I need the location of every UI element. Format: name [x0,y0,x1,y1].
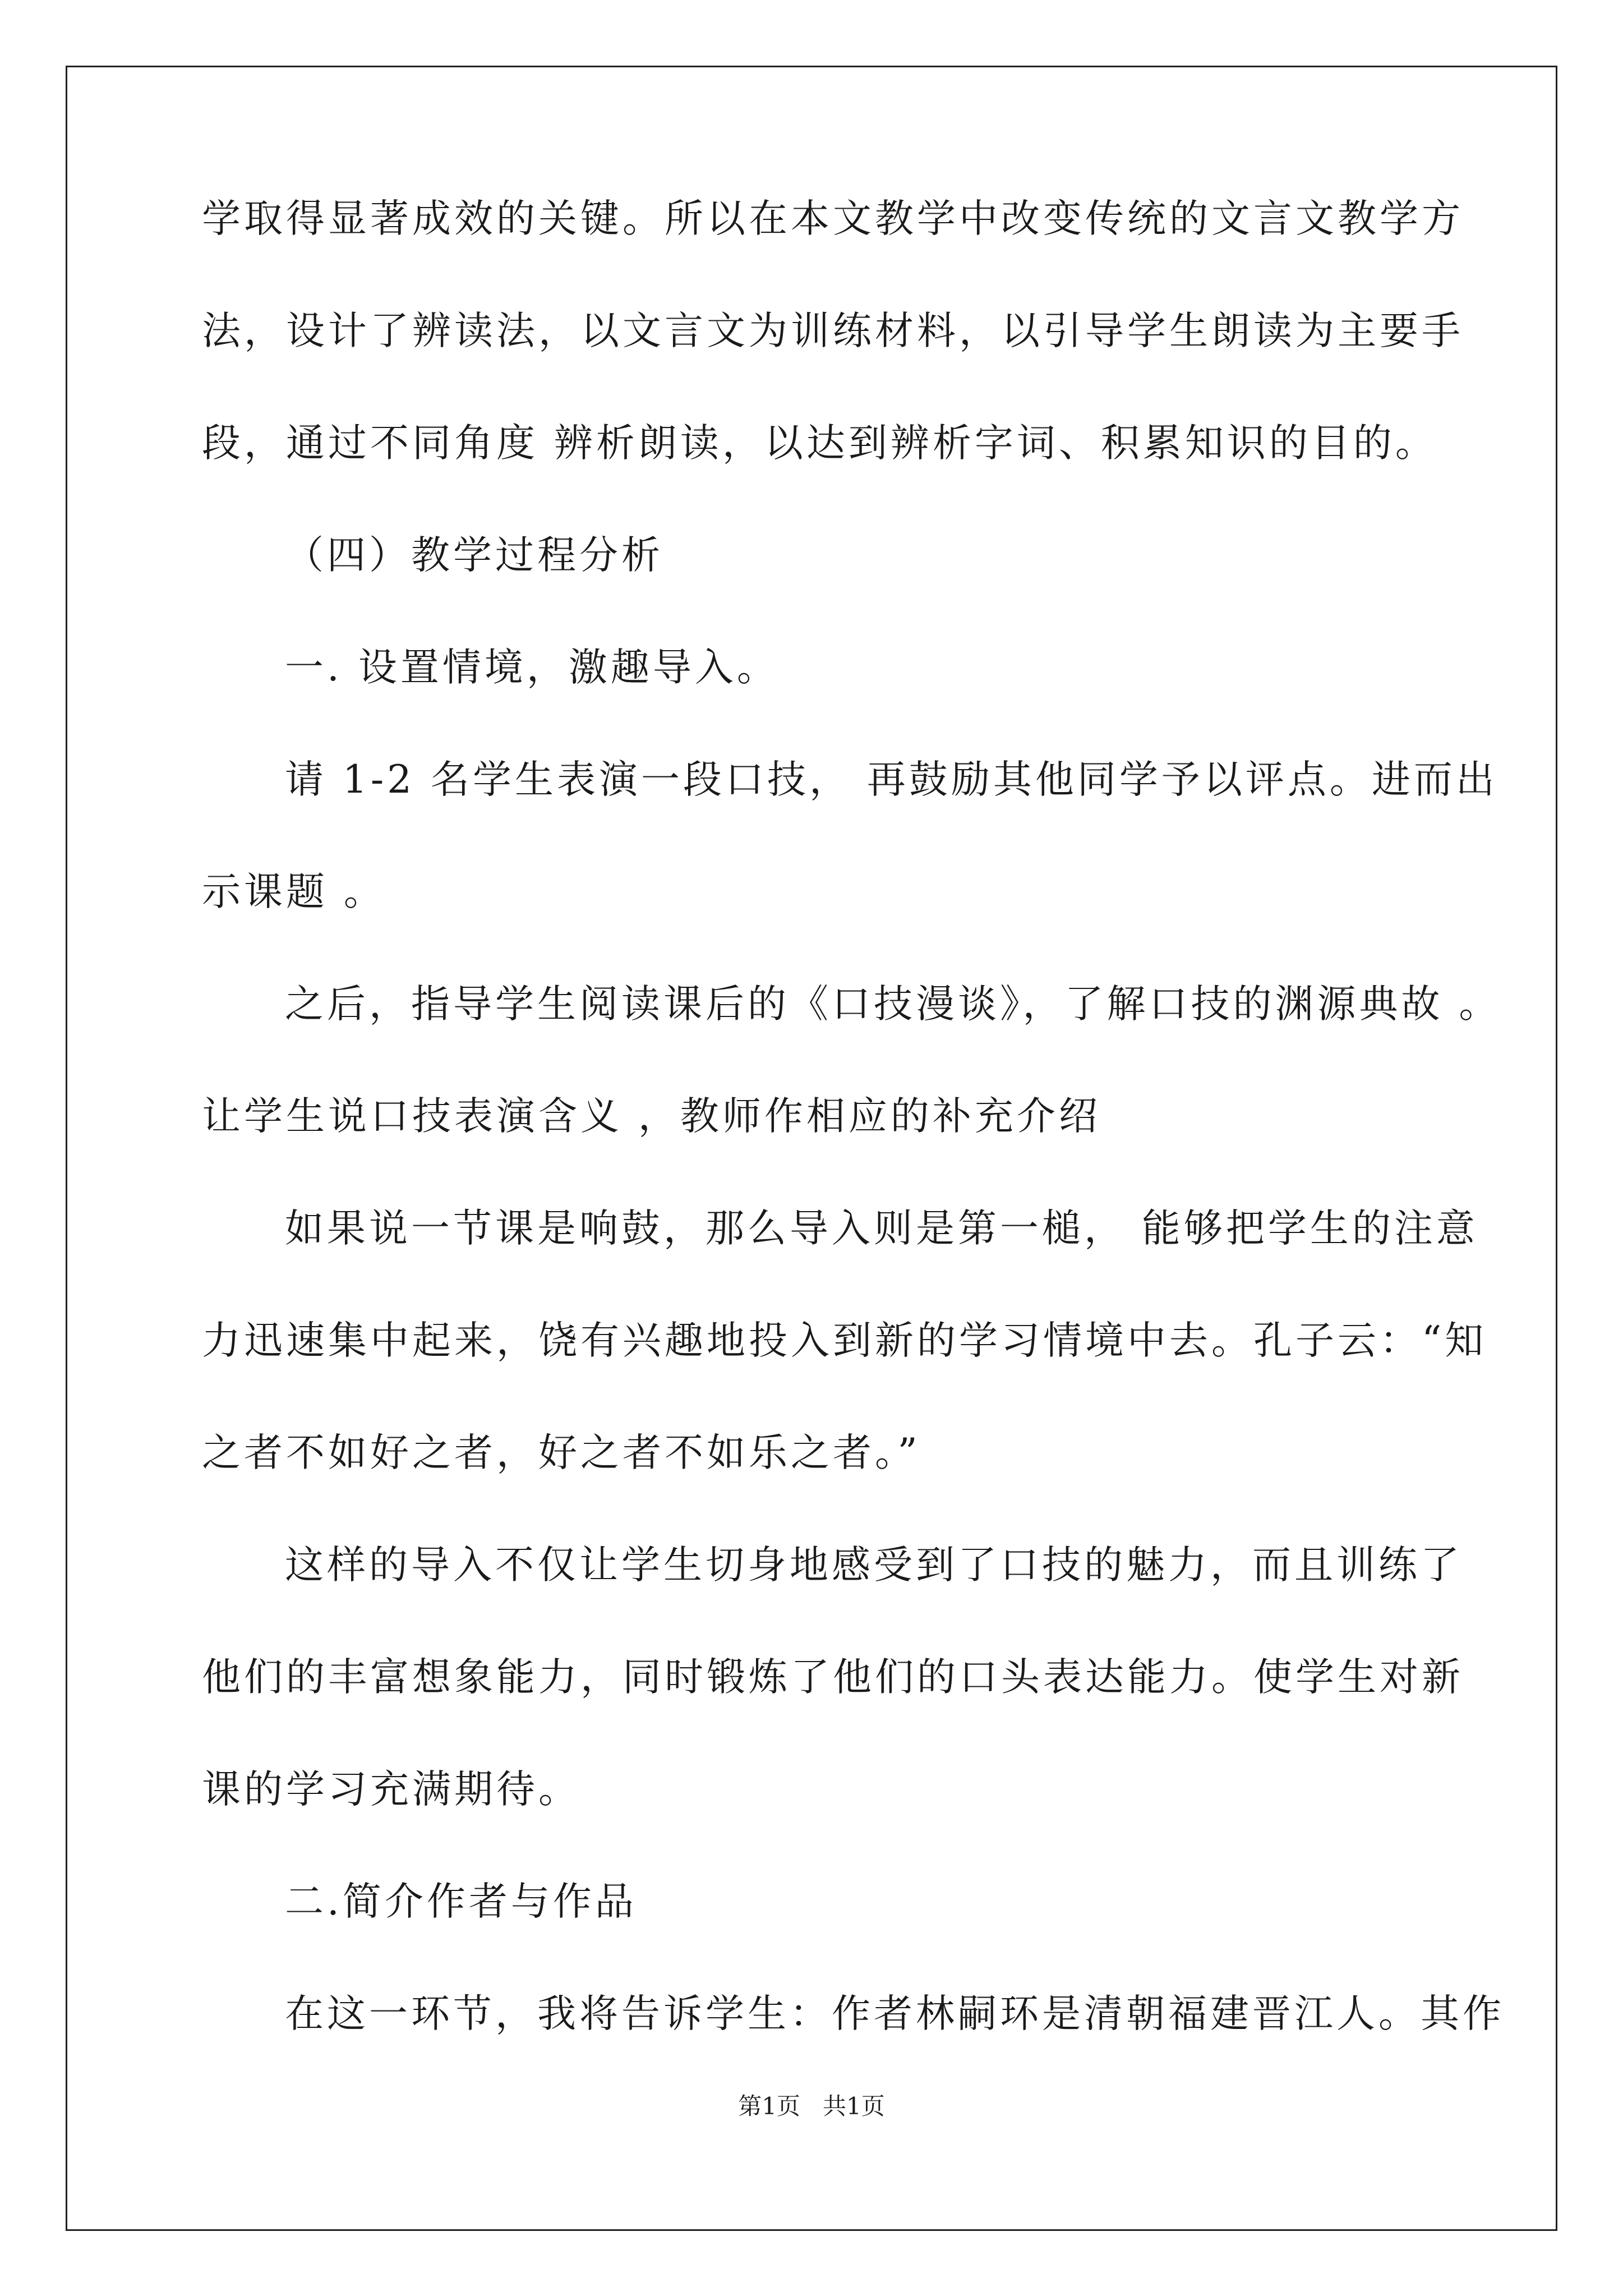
paragraph-line: 示课题 。 [202,869,386,914]
paragraph-line: 这样的导入不仅让学生切身地感受到了口技的魅力，而且训练了 [285,1543,1463,1588]
paragraph-line: 法，设计了辨读法，以文言文为训练材料，以引导学生朗读为主要手 [202,309,1464,353]
paragraph-line: 学取得显著成效的关键。所以在本文教学中改变传统的文言文教学方 [202,196,1464,241]
subsection-heading: 二.简介作者与作品 [285,1879,637,1924]
section-heading: （四）教学过程分析 [285,533,663,578]
paragraph-line: 他们的丰富想象能力，同时锻炼了他们的口头表达能力。使学生对新 [202,1655,1464,1700]
paragraph-line: 段，通过不同角度 辨析朗读，以达到辨析字词、积累知识的目的。 [202,421,1437,466]
paragraph-line: 之者不如好之者，好之者不如乐之者。” [202,1430,921,1475]
paragraph-line: 请 1-2 名学生表演一段口技， 再鼓励其他同学予以评点。进而出 [285,757,1498,802]
paragraph-line: 让学生说口技表演含义 ，教师作相应的补充介绍 [202,1094,1101,1139]
paragraph-line: 在这一环节，我将告诉学生：作者林嗣环是清朝福建晋江人。其作 [285,1991,1505,2036]
subsection-heading: 一. 设置情境，激趣导入。 [285,645,779,690]
paragraph-line: 力迅速集中起来，饶有兴趣地投入到新的学习情境中去。孔子云：“知 [202,1318,1487,1363]
paragraph-line: 课的学习充满期待。 [202,1767,580,1812]
page-number-footer: 第1页 共1页 [738,2092,885,2120]
paragraph-line: 如果说一节课是响鼓，那么导入则是第一槌， 能够把学生的注意 [285,1206,1478,1251]
paragraph-line: 之后，指导学生阅读课后的《口技漫谈》，了解口技的渊源典故 。 [285,982,1501,1027]
